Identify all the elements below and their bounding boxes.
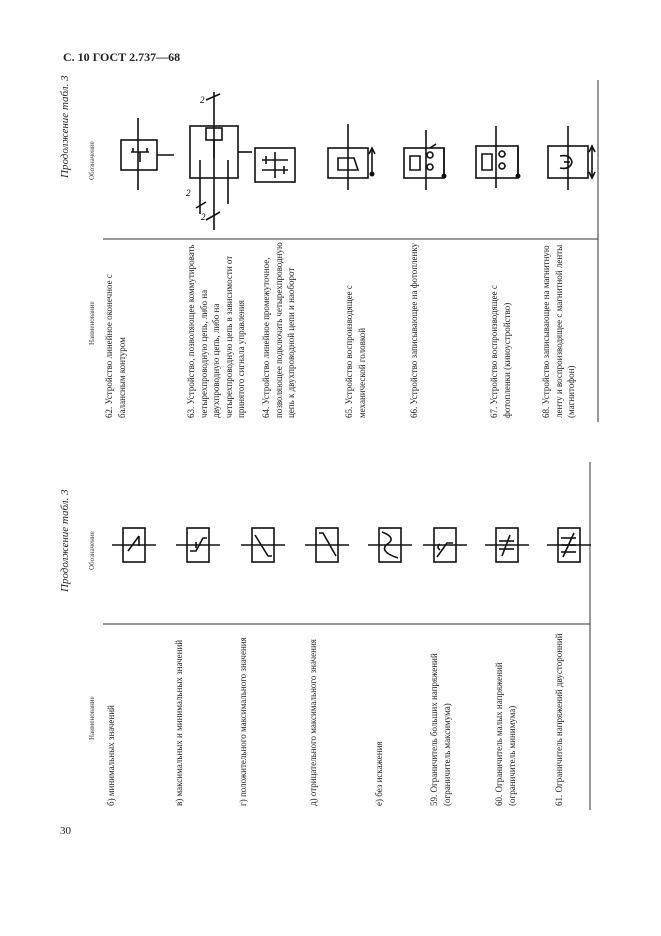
left-col-designation: Обозначение bbox=[88, 531, 96, 570]
right-continuation: Продолжение табл. 3 bbox=[59, 75, 71, 178]
line-terminal-device-icon bbox=[121, 118, 174, 190]
list-item: б) минимальных значений bbox=[106, 705, 116, 806]
mechanical-head-player-icon bbox=[328, 124, 375, 190]
list-item: 67. Устройство воспроизводящее с фотопленки (киноустройство) bbox=[489, 285, 512, 418]
left-col-name: Наименование bbox=[88, 696, 96, 740]
list-item: 68. Устройство записывающее на магнитную ленту и воспроизводящее с магнитной ленты (магнитофон) bbox=[541, 244, 576, 418]
list-item: 61. Ограничитель напряжений двусторонний bbox=[554, 633, 564, 806]
list-item: г) положительного максимального значения bbox=[238, 637, 248, 806]
list-item: 59. Ограничитель больших напряжений (ограничитель максимума) bbox=[429, 653, 452, 806]
right-col-designation: Обозначение bbox=[88, 141, 96, 180]
label-2: 2 bbox=[186, 188, 191, 198]
magnetic-tape-recorder-icon bbox=[548, 126, 595, 190]
list-item: 64. Устройство линейное промежуточное, позволяющее подключать четырехпроводную цепь к двухпроводной цепи и наоборот bbox=[261, 242, 296, 418]
label-2: 2 bbox=[200, 95, 205, 105]
list-item: е) без искажения bbox=[374, 741, 384, 806]
list-item: д) отрицательного максимального значения bbox=[308, 639, 318, 806]
list-item: 66. Устройство записывающее на фотопленку bbox=[409, 242, 419, 418]
line-intermediate-device-icon bbox=[255, 148, 295, 182]
left-continuation: Продолжение табл. 3 bbox=[59, 489, 71, 592]
page-header: С. 10 ГОСТ 2.737—68 bbox=[63, 50, 181, 64]
list-item: 62. Устройство линейное оконечное с балансным контуром bbox=[104, 274, 127, 418]
page-number: 30 bbox=[60, 825, 71, 837]
list-item: 63. Устройство, позволяющее коммутировать четырехпроводную цепь, либо на двухпроводную цепь, либо на четырехпроводную цепь в зависимости от принятого сигнала управления bbox=[186, 244, 246, 418]
photo-film-player-icon bbox=[476, 126, 521, 188]
label-2: 2 bbox=[201, 212, 206, 222]
switching-device-icon bbox=[190, 92, 252, 230]
list-item: в) максимальных и минимальных значений bbox=[174, 639, 184, 806]
list-item: 60. Ограничитель малых напряжений (ограничитель минимума) bbox=[494, 662, 517, 806]
photo-film-recorder-icon bbox=[404, 130, 447, 190]
right-col-name: Наименование bbox=[88, 301, 96, 345]
list-item: 65. Устройство воспроизводящее с механической головкой bbox=[344, 285, 367, 418]
